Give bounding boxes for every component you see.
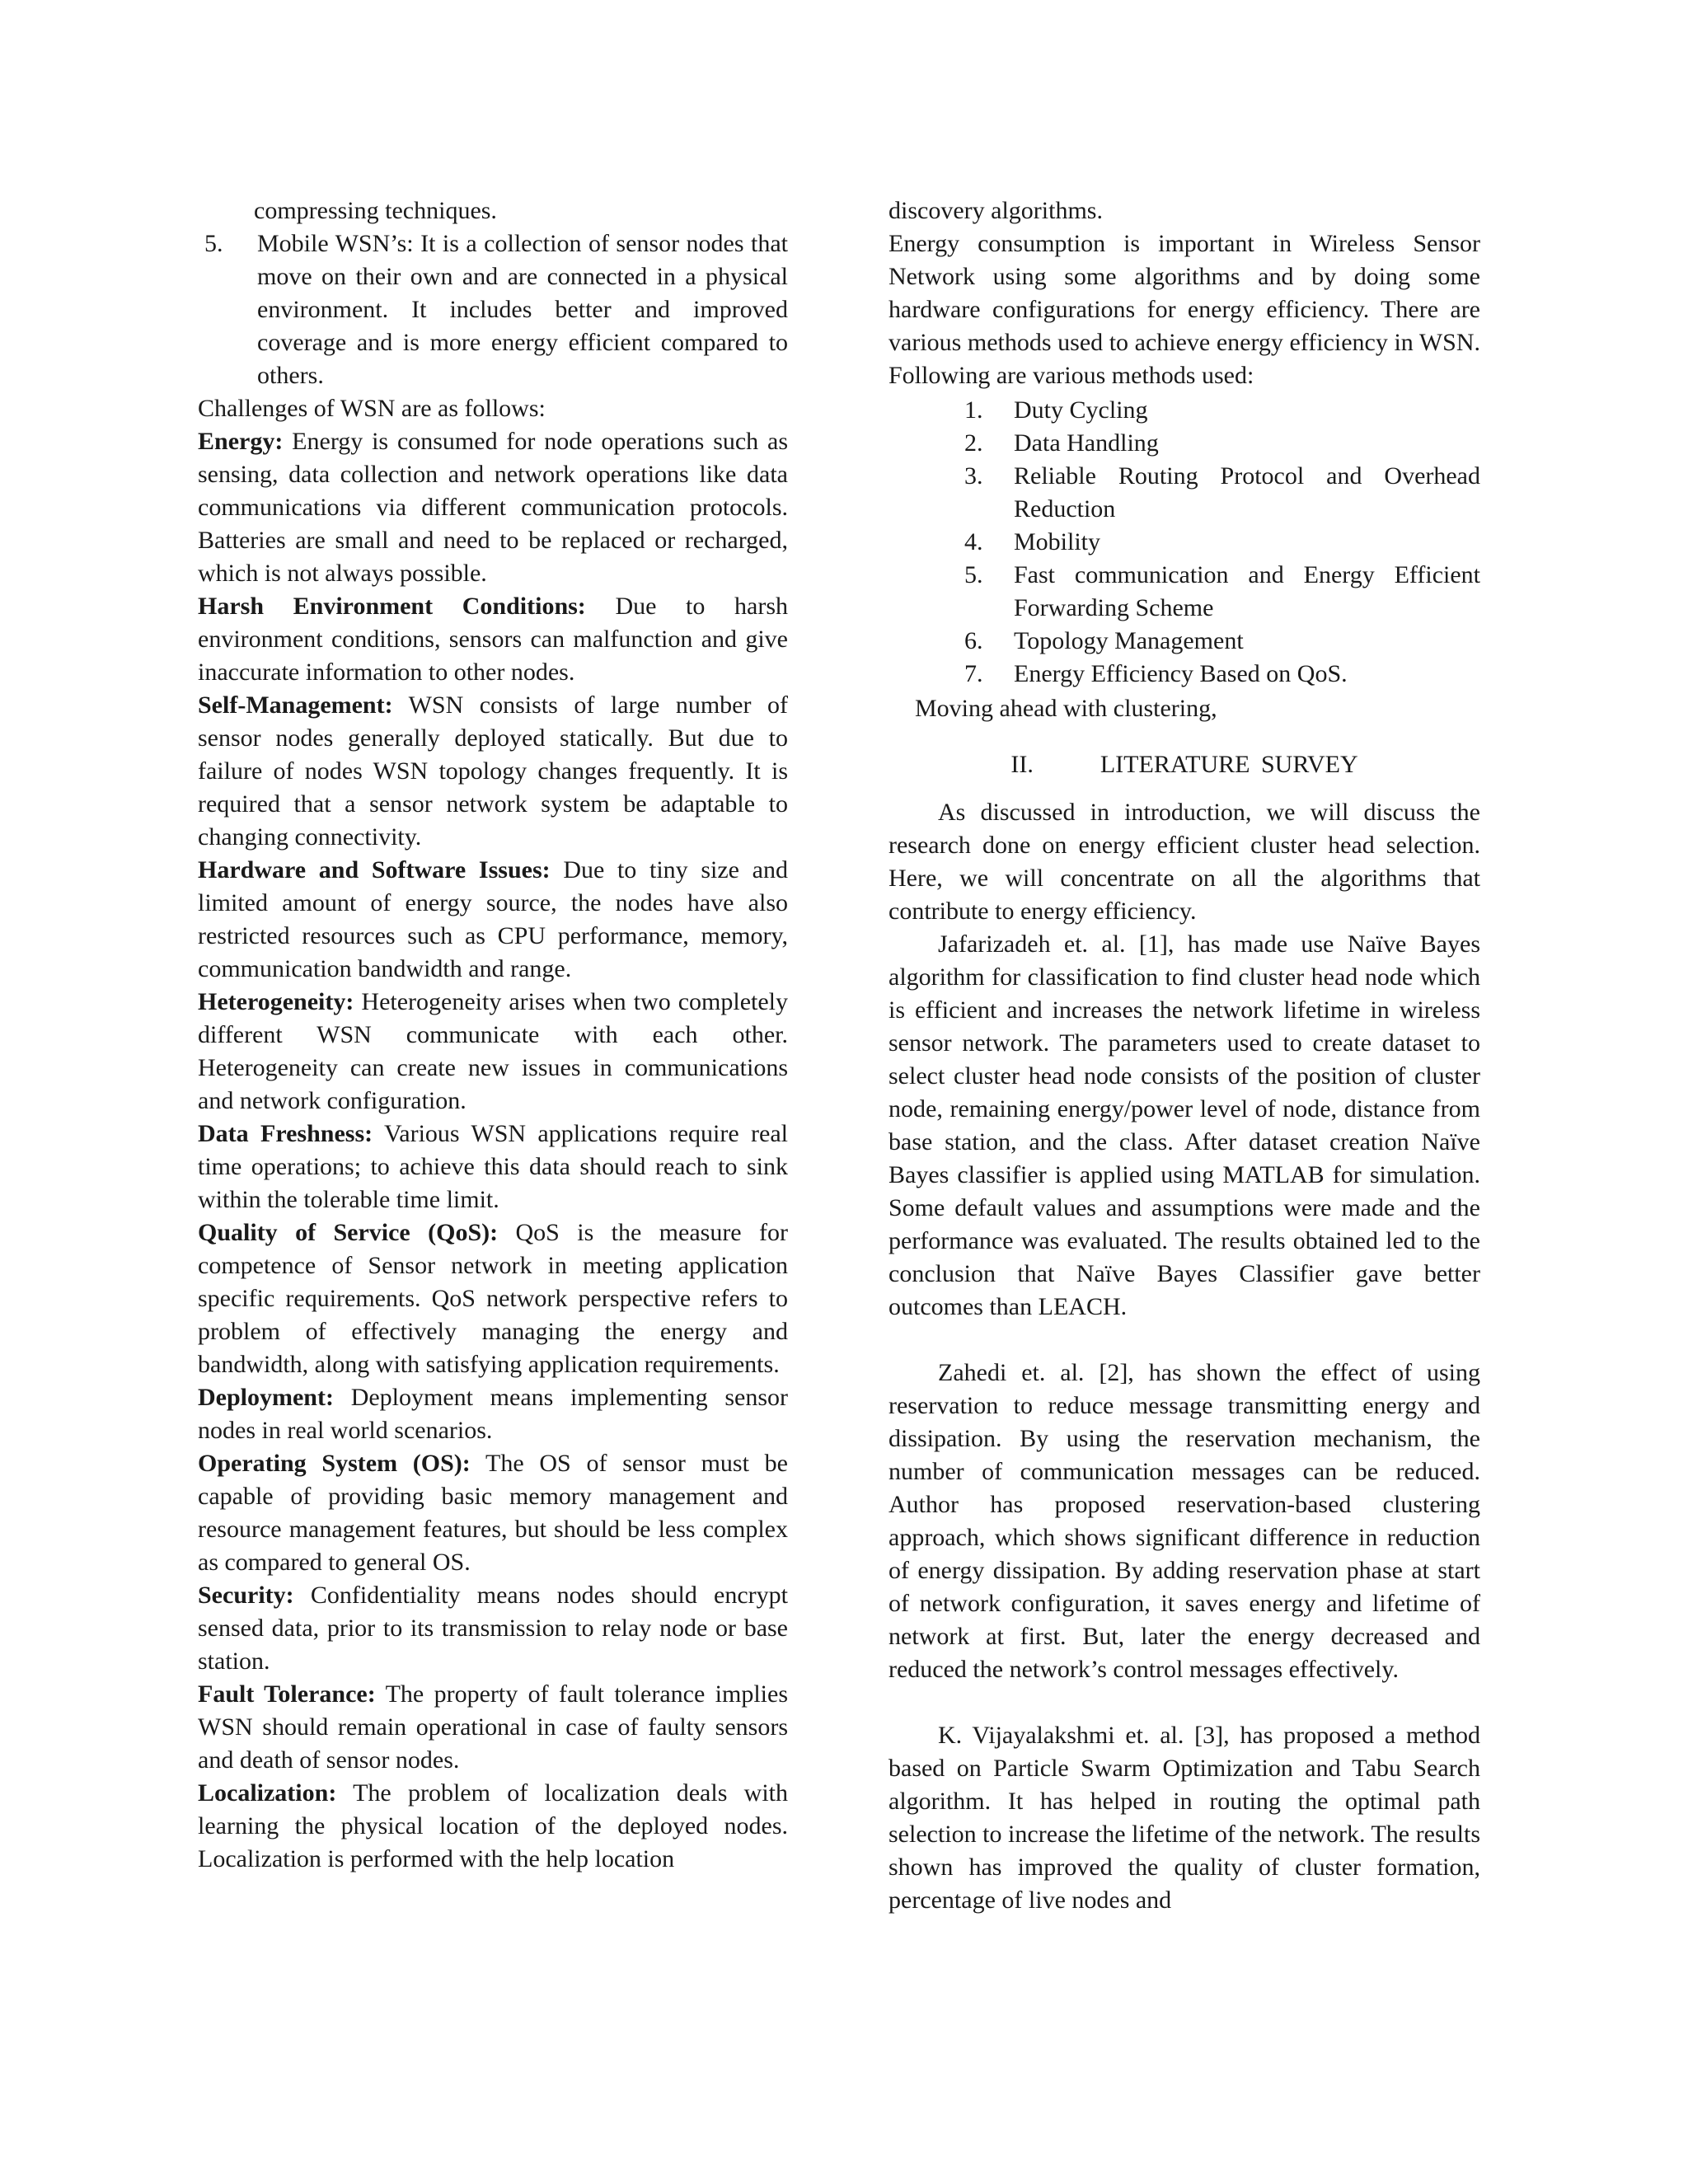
fragment-text: discovery algorithms. (889, 197, 1103, 224)
list-number: 6. (964, 627, 983, 654)
term: Localization: (198, 1779, 337, 1807)
challenge-security (198, 1579, 788, 1678)
definition: WSN consists of large number of sensor nodes generally deployed statically. But due to failure of nodes WSN topology changes frequently. It is required that a sensor network system be adaptable to changing connectivity. (198, 691, 788, 851)
definition: The property of fault tolerance implies WSN should remain operational in case of faulty sensors and death of sensor nodes. (198, 1680, 788, 1774)
challenge-operating-system (198, 1447, 788, 1579)
left-column (198, 194, 788, 1876)
definition: Heterogeneity arises when two completely different WSN communicate with each other. Heterogeneity can create new issues in communications and network configuration. (198, 988, 789, 1114)
challenge-heterogeneity (198, 986, 788, 1118)
list-text: Fast communication and Energy Efficient Forwarding Scheme (1014, 561, 1480, 621)
paragraph-gap (889, 1686, 1480, 1719)
list-number: 5. (964, 561, 983, 588)
list-number: 4. (964, 528, 983, 555)
term: Self-Management: (198, 691, 393, 719)
term: Energy: (198, 428, 284, 455)
definition: The problem of localization deals with learning the physical location of the deployed nodes. Localization is performed with the help location (198, 1779, 788, 1872)
list-text: Mobile WSN’s: It is a collection of sensor nodes that move on their own and are connected in a physical environment. It includes better and improved coverage and is more energy efficient compared to others. (257, 230, 788, 389)
term: Harsh Environment Conditions: (198, 593, 586, 620)
methods-list (889, 394, 1480, 691)
term: Fault Tolerance: (198, 1680, 376, 1708)
term: Hardware and Software Issues: (198, 856, 551, 883)
list-number: 2. (964, 429, 983, 457)
section-heading: II. LITERATURE SURVEY (1010, 751, 1358, 778)
definition: QoS is the measure for competence of Sensor network in meeting application specific requirements. QoS network perspective refers to problem of effectively managing the energy and bandwidth, along with satisfying application requirements. (198, 1219, 788, 1378)
term: Operating System (OS): (198, 1450, 471, 1477)
definition: Due to harsh environment conditions, sensors can malfunction and give inaccurate information to other nodes. (198, 593, 789, 686)
right-column (889, 194, 1480, 1917)
challenge-data-freshness (198, 1118, 788, 1216)
energy-intro: Energy consumption is important in Wireless Sensor Network using some algorithms and by doing some hardware configurations for energy efficiency. There are various methods used to achieve energy efficiency in WSN. Following are various methods used: (889, 230, 1480, 389)
list-text: Data Handling (1014, 429, 1159, 457)
term: Security: (198, 1582, 294, 1609)
challenge-energy (198, 425, 788, 590)
term: Quality of Service (QoS): (198, 1219, 499, 1246)
list-item (964, 460, 1480, 526)
list-text: Duty Cycling (1014, 396, 1148, 424)
definition: Energy is consumed for node operations such as sensing, data collection and network operations like data communications via different communication protocols. Batteries are small and need to be replaced or recharged, which is not always possible. (198, 428, 789, 587)
definition: Due to tiny size and limited amount of energy source, the nodes have also restricted resources such as CPU performance, memory, communication bandwidth and range. (198, 856, 788, 982)
term: Deployment: (198, 1384, 334, 1411)
definition: Confidentiality means nodes should encrypt sensed data, prior to its transmission to relay node or base station. (198, 1582, 788, 1675)
list-number: 5. (204, 230, 223, 257)
term: Heterogeneity: (198, 988, 354, 1015)
challenge-localization (198, 1777, 788, 1876)
fragment-text: compressing techniques. (254, 197, 497, 224)
list-item (964, 625, 1480, 658)
challenge-deployment (198, 1381, 788, 1447)
list-item (964, 427, 1480, 460)
paragraph: Jafarizadeh et. al. [1], has made use Naïve Bayes algorithm for classification to find cluster head node which is efficient and increases the network lifetime in wireless sensor network. The parameters used to create dataset to select cluster head node consists of the position of cluster node, remaining energy/power level of node, distance from base station, and the class. After dataset creation Naïve Bayes classifier is applied using MATLAB for simulation. Some default values and assumptions were made and the performance was evaluated. The results obtained led to the conclusion that Naïve Bayes Classifier gave better outcomes than LEACH. (889, 930, 1480, 1320)
definition: The OS of sensor must be capable of providing basic memory management and resource management features, but should be less complex as compared to general OS. (198, 1450, 788, 1576)
challenges-intro: Challenges of WSN are as follows: (198, 395, 546, 422)
challenge-fault-tolerance (198, 1678, 788, 1777)
paragraph: K. Vijayalakshmi et. al. [3], has proposed a method based on Particle Swarm Optimization and Tabu Search algorithm. It has helped in routing the optimal path selection to increase the lifetime of the network. The results shown has improved the quality of cluster formation, percentage of live nodes and (889, 1722, 1480, 1914)
term: Data Freshness: (198, 1120, 373, 1147)
challenge-self-management (198, 689, 788, 854)
definition: Various WSN applications require real time operations; to achieve this data should reach to sink within the tolerable time limit. (198, 1120, 788, 1213)
list-number: 1. (964, 396, 983, 424)
list-item (964, 526, 1480, 559)
challenge-qos (198, 1216, 788, 1381)
list-number: 7. (964, 660, 983, 687)
list-item (964, 559, 1480, 625)
list-text: Energy Efficiency Based on QoS. (1014, 660, 1348, 687)
list-text: Reliable Routing Protocol and Overhead Reduction (1014, 462, 1480, 523)
challenge-harsh-environment (198, 590, 788, 689)
paragraph-gap (889, 1324, 1480, 1357)
paragraph: Zahedi et. al. [2], has shown the effect of using reservation to reduce message transmitting energy and dissipation. By using the reservation mechanism, the number of communication messages can be reduced. Author has proposed reservation-based clustering approach, which shows significant difference in reduction of energy dissipation. By adding reservation phase at start of network configuration, it saves energy and lifetime of network at first. But, later the energy decreased and reduced the network’s control messages effectively. (889, 1359, 1480, 1683)
list-text: Mobility (1014, 528, 1101, 555)
list-item-5 (198, 227, 788, 392)
challenge-hardware-software (198, 854, 788, 986)
definition: Deployment means implementing sensor nodes in real world scenarios. (198, 1384, 788, 1444)
moving-ahead-text: Moving ahead with clustering, (915, 695, 1217, 722)
list-text: Topology Management (1014, 627, 1244, 654)
paragraph: As discussed in introduction, we will discuss the research done on energy efficient cluster head selection. Here, we will concentrate on all the algorithms that contribute to energy efficiency. (889, 799, 1480, 925)
list-item (964, 658, 1480, 691)
list-number: 3. (964, 462, 983, 490)
list-item (964, 394, 1480, 427)
